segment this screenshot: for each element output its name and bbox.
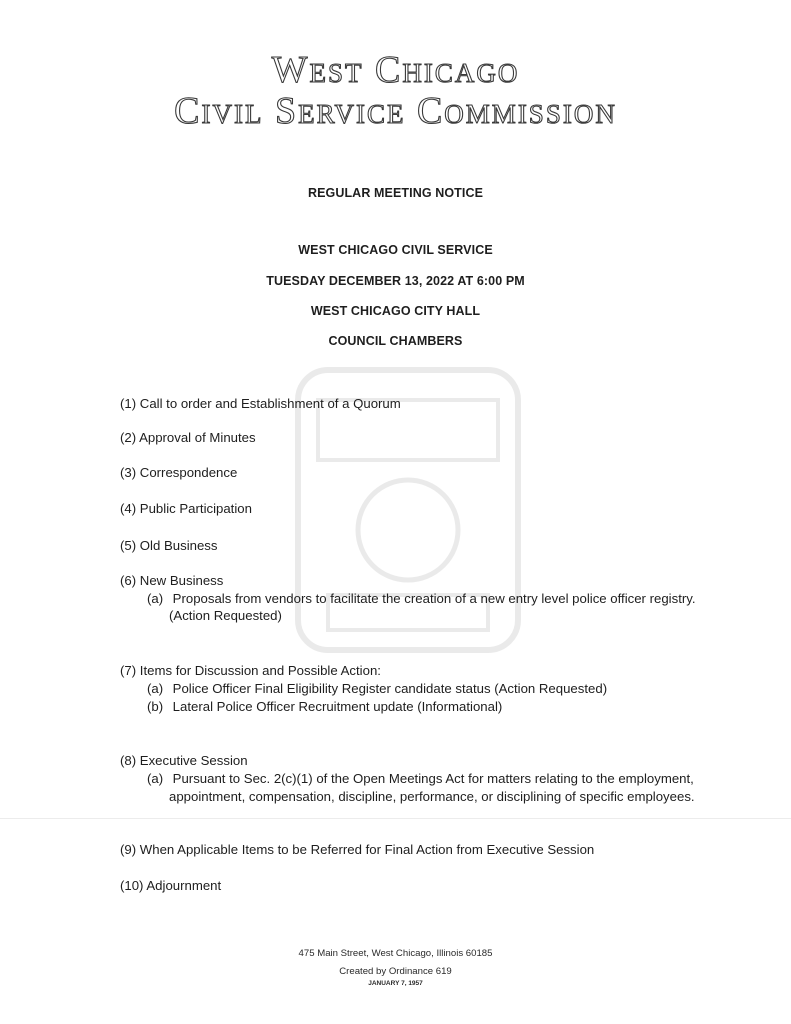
agenda-subitem-8a bbox=[147, 771, 694, 787]
agenda-item-1 bbox=[120, 396, 401, 412]
agenda-item-number: (8) bbox=[120, 753, 137, 768]
subitem-text: Lateral Police Officer Recruitment update (Informational) bbox=[172, 699, 503, 714]
agenda-item-text: Approval of Minutes bbox=[139, 430, 256, 445]
agenda-item-number: (4) bbox=[120, 501, 137, 516]
agenda-item-5 bbox=[120, 538, 218, 554]
subitem-label: (a) bbox=[147, 591, 164, 606]
footer-date: JANUARY 7, 1957 bbox=[368, 980, 423, 987]
subitem-text: Pursuant to Sec. 2(c)(1) of the Open Meetings Act for matters relating to the employment, bbox=[172, 771, 694, 786]
agenda-item-text: Executive Session bbox=[139, 753, 248, 768]
agenda-item-10 bbox=[120, 878, 221, 894]
agenda-item-text: Correspondence bbox=[139, 465, 238, 480]
agenda-item-text: New Business bbox=[139, 573, 224, 588]
agenda-item-number: (10) bbox=[120, 878, 144, 893]
agenda-item-9 bbox=[120, 842, 594, 858]
agenda-item-number: (6) bbox=[120, 573, 137, 588]
notice-heading: REGULAR MEETING NOTICE bbox=[307, 186, 484, 200]
subitem-text: Police Officer Final Eligibility Register candidate status (Action Requested) bbox=[172, 681, 608, 696]
agenda-item-8 bbox=[120, 753, 248, 769]
scan-divider bbox=[0, 818, 791, 819]
agenda-item-2 bbox=[120, 430, 256, 446]
agenda-item-number: (9) bbox=[120, 842, 137, 857]
agenda-item-number: (5) bbox=[120, 538, 137, 553]
agenda-item-number: (3) bbox=[120, 465, 137, 480]
masthead-line-2: Civil Service Commission bbox=[174, 90, 617, 132]
subitem-text: Proposals from vendors to facilitate the creation of a new entry level police officer registry. bbox=[172, 591, 696, 606]
agenda-item-text: Public Participation bbox=[139, 501, 252, 516]
footer-address: 475 Main Street, West Chicago, Illinois 60185 bbox=[298, 948, 493, 959]
agenda-item-6 bbox=[120, 573, 223, 589]
agenda-item-text: When Applicable Items to be Referred for Final Action from Executive Session bbox=[139, 842, 595, 857]
notice-datetime: TUESDAY DECEMBER 13, 2022 AT 6:00 PM bbox=[266, 274, 525, 288]
subitem-label: (a) bbox=[147, 771, 164, 786]
agenda-item-3 bbox=[120, 465, 237, 481]
agenda-item-text: Adjournment bbox=[146, 878, 222, 893]
notice-body-name: WEST CHICAGO CIVIL SERVICE bbox=[298, 243, 493, 257]
agenda-item-7 bbox=[120, 663, 381, 679]
agenda-item-text: Call to order and Establishment of a Quorum bbox=[139, 396, 401, 411]
agenda-subitem-7b bbox=[147, 699, 502, 715]
agenda-item-text: Old Business bbox=[139, 538, 218, 553]
agenda-item-4 bbox=[120, 501, 252, 517]
footer-ordinance: Created by Ordinance 619 bbox=[339, 966, 452, 977]
agenda-subitem-6a bbox=[147, 591, 696, 607]
subitem-label: (b) bbox=[147, 699, 164, 714]
masthead-line-1: West Chicago bbox=[271, 49, 520, 91]
agenda-item-text: Items for Discussion and Possible Action: bbox=[139, 663, 381, 678]
agenda-subitem-6a-continuation: (Action Requested) bbox=[169, 608, 282, 623]
agenda-item-number: (7) bbox=[120, 663, 137, 678]
agenda-item-number: (1) bbox=[120, 396, 137, 411]
notice-location: WEST CHICAGO CITY HALL bbox=[310, 304, 481, 318]
notice-room: COUNCIL CHAMBERS bbox=[328, 334, 463, 348]
agenda-subitem-7a bbox=[147, 681, 607, 697]
subitem-label: (a) bbox=[147, 681, 164, 696]
agenda-item-number: (2) bbox=[120, 430, 137, 445]
masthead bbox=[0, 50, 791, 132]
agenda-subitem-8a-continuation: appointment, compensation, discipline, performance, or disciplining of specific employees. bbox=[169, 789, 695, 804]
